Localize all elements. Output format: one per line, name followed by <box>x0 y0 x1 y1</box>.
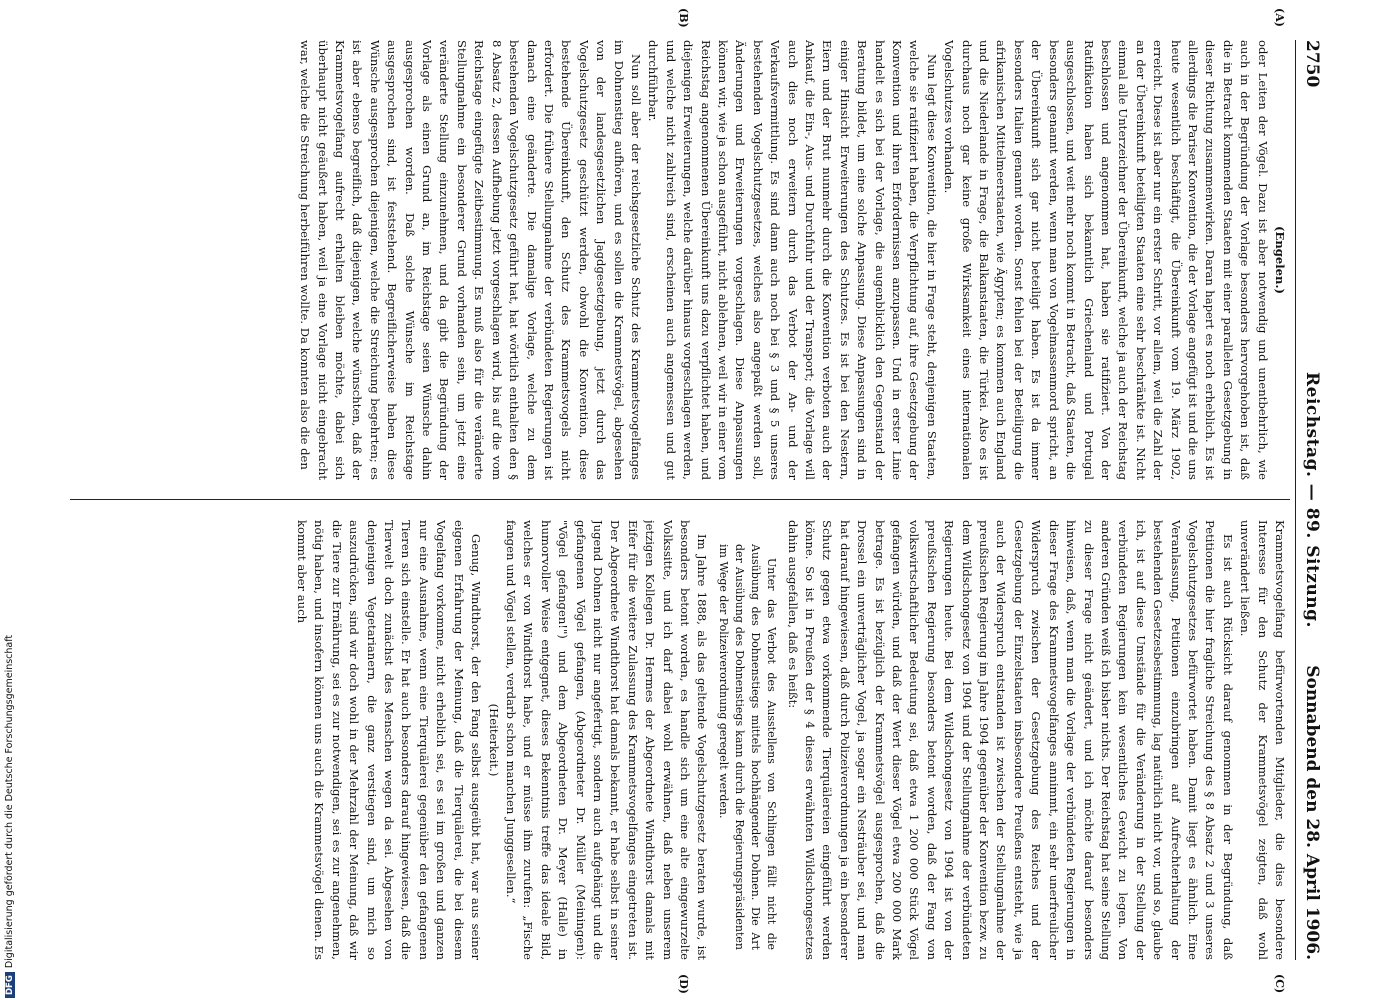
margin-letter-c: (C) <box>1273 974 1286 994</box>
session-date: Sonnabend den 28. April 1906. <box>1302 665 1322 960</box>
margin-letter-b: (B) <box>677 8 690 28</box>
left-column <box>70 40 1288 480</box>
paragraph: Krammetsvogelfang befürwortenden Mitglieder, die dies besondere Interesse für den Schutz der Krammetsvögel zeigten, daß wohl unverändert ließen. <box>1238 520 1287 960</box>
page-number: 2750 <box>1302 40 1322 88</box>
digitization-credit <box>4 0 18 998</box>
paragraph: oder Leiten der Vögel. Dazu ist aber notwendig und unentbehrlich, wie auch in der Begründung der Vorlage besonders hervorgehoben ist, daß die in Betracht kommenden Staaten mit einer parallelen Gesetzgebung in dieser Richtung zusammenwirken. Daran hapert es noch erheblich. Es ist allerdings die Pariser Konvention, die der Vorlage angefügt ist und die uns heute wesentlich beschäftigt, die Übereinkunft vom 19. März 1902, erreicht. Diese ist aber nur ein erster Schritt, vor allem, weil die Zahl der an der Übereinkunft beteiligten Staaten eine sehr beschränkte ist. Nicht einmal alle Unterzeichner der Übereinkunft, welche ja auch der Reichstag beschlossen und angenommen hat, haben sie ratifiziert. Von der Ratifikation haben sich bekanntlich Griechenland und Portugal ausgeschlossen, und weit mehr noch kommt in Betracht, daß Staaten, die besonders genannt werden, wenn man von Vogelmassenmord spricht, an der Übereinkunft sich gar nicht beteiligt haben. Es ist da immer besonders Italien genannt worden. Sonst fehlen bei der Beteiligung die afrikanischen Mittelmeerstaaten, wie Ägypten; es kommen auch England und die Niederlande in Frage, die Balkanstaaten, die Türkei. Also es ist durchaus noch gar keine große Wirksamkeit eines internationalen Vogelschutzes vorhanden. <box>942 40 1270 480</box>
paragraph: Nun legt diese Konvention, die hier in Frage steht, denjenigen Staaten, welche sie ratifiziert haben, die Verpflichtung auf, ihre Gesetzgebung der Konvention und ihren Erfordernissen anzupassen. Und in erster Linie handelt es sich bei der Vorlage, die augenblicklich den Gegenstand der Beratung bildet, um eine solche Anpassung. Diese Anpassungen sind in einiger Hinsicht Erweiterungen des Schutzes. Es ist bei den Nestern, Eiern und der Brut nunmehr durch die Konvention verboten auch der Ankauf, die Ein-, Aus- und Durchfuhr und der Transport; die Vorlage will auch dies noch erweitern durch das Verbot der An- und der Verkaufsvermittlung. Es sind dann auch noch bei § 3 und § 5 unseres bestehenden Vogelschutzgesetzes, welches also angepaßt werden soll, Änderungen und Erweiterungen vorgeschlagen. Diese Anpassungen können wir, wie ja schon ausgeführt, nicht ablehnen, weil wir in einer vom Reichstag angenommenen Übereinkunft uns dazu verpflichtet haben, und diejenigen Erweiterungen, welche darüber hinaus vorgeschlagen werden, und welche nicht zahlreich sind, erscheinen auch angemessen und gut durchführbar. <box>646 40 939 480</box>
paragraph: Genug, Windthorst, der den Fang selbst ausgeübt hat, war aus seiner eigenen Erfahrung der Meinung, daß die Tierquälerei, die bei diesem Vogelfang vorkomme, nicht erheblich sei, es sei im großen und ganzen nur eine Ausnahme, wenn eine Tierquälerei gegenüber den gefangenen Tieren sich einstelle. Er hat auch besonders darauf hingewiesen, daß die Tierwelt doch zunächst des Menschen wegen da sei. Abgesehen von denjenigen Vegetarianern, die ganz verstiegen sind, um mich so auszudrücken, sind wir doch wohl in der Mehrzahl der Meinung, daß wir die Tiere zur Ernährung, sei es zur notwendigen, sei es zur angenehmen, nötig haben, und insofern können uns auch die Krammetsvögel dienen. Es kommt aber auch <box>295 520 484 960</box>
interjection: (Heiterkeit.) <box>486 703 501 777</box>
speaker-name: (Engelen.) <box>1273 226 1287 294</box>
dfg-logo: DFG <box>5 972 15 998</box>
quoted-law-text: Unter das Verbot des Ausstellens von Schlingen fällt nicht die Ausübung des Dohnenstiegs mittels hochhängender Dohnen. Die Art der Ausübung des Dohnenstiegs kann durch die Regierungspräsidenten im Wege der Polizeiverordnung geregelt werden. <box>716 544 779 950</box>
paragraph: Es ist auch Rücksicht darauf genommen in der Begründung, daß Petitionen die hier fragliche Streichung des § 8 Absatz 2 und 3 unseres Vogelschutzgesetzes befürwortet haben. Damit liegt es ähnlich. Eine Veranlassung, Petitionen einzubringen auf Aufrechterhaltung der bestehenden Gesetzesbestimmung, lag natürlich nicht vor, und so, glaube ich, ist auf diese Umstände für die Veränderung in der Stellung der verbündeten Regierungen kein wesentliches Gewicht zu legen. Von anderen Gründen weiß ich bisher nichts. Der Reichstag hat seine Stellung zu dieser Frage nicht geändert, und ich möchte darauf besonders hinweisen, daß, wenn man die Vorlage der verbündeten Regierungen in dieser Frage des Krammetsvogelfanges annimmt, ein sehr unerfreulicher Widerspruch zwischen der Gesetzgebung des Reiches und der Gesetzgebung der Einzelstaaten insbesondere Preußens entsteht, wie ja auch der Widerspruch entstanden ist zwischen der Stellungnahme der preußischen Regierung im Jahre 1904 gegenüber der Konvention bezw. zu dem Wildschongesetz von 1904 und der Stellungnahme der verbündeten Regierungen heute. Bei dem Wildschongesetz von 1904 ist von der preußischen Regierung besonders betont worden, daß der Fang von volkswirtschaftlicher Bedeutung sei, daß etwa 1 200 000 Stück Vögel gefangen würden, und daß der Wert dieser Vögel etwa 200 000 Mark betrage. Es ist bezüglich der Krammetsvögel ausgesprochen, daß die Drossel ein unverträglicher Vogel, ja sogar ein Nesträuber sei, und man hat darauf hingewiesen, daß durch Polizeiverordnungen ja ein besonderer Schutz gegen etwa vorkommende Tierquälereien eingeführt werden könne. So ist in Preußen der § 4 dieses erwähnten Wildschongesetzes dahin ausgefallen, daß es heißt: <box>785 520 1235 960</box>
credit-text: Digitalisierung gefördert durch die Deutsche Forschungsgemeinschaft <box>4 634 15 969</box>
session-title: Reichstag. — 89. Sitzung. <box>1302 372 1322 628</box>
header-rule <box>1295 40 1296 960</box>
column-separator <box>70 499 1290 500</box>
margin-letter-a: (A) <box>1273 8 1286 27</box>
margin-letter-d: (D) <box>677 974 690 994</box>
running-header <box>1296 40 1322 960</box>
right-column <box>70 520 1288 960</box>
paragraph: Nun soll aber der reichsgesetzliche Schutz des Krammetsvogelfanges im Dohnenstieg aufhören, und es sollen die Krammetsvögel, abgesehen von der landesgesetzlichen Jagdgesetzgebung, jetzt durch das Vogelschutzgesetz geschützt werden, obwohl die Konvention, diese bestehende Übereinkunft, den Schutz des Krammetsvogels nicht erfordert. Die frühere Stellungnahme der verbündeten Regierungen ist danach eine geänderte. Die damalige Vorlage, welche zu dem bestehenden Vogelschutzgesetz geführt hat, hat wörtlich enthalten den § 8 Absatz 2, dessen Aufhebung jetzt vorgeschlagen wird, bis auf die vom Reichstage eingefügte Zeitbestimmung. Es muß also für die veränderte Stellungnahme ein besonderer Grund vorhanden sein, um jetzt eine veränderte Stellung einzunehmen, und da gibt die Begründung der Vorlage als einen Grund an, im Reichstage seien Wünsche dahin ausgesprochen worden. Daß solche Wünsche im Reichstage ausgesprochen sind, ist feststehend. Begreiflicherweise haben diese Wünsche ausgesprochen diejenigen, welche die Streichung begehrten; es ist aber ebenso begreiflich, daß diejenigen, welche wünschten, daß der Krammetsvogelfang aufrecht erhalten bleiben möchte, dabei sich überhaupt nicht geäußert haben, weil ja eine Vorlage nicht eingebracht war, welche die Streichung herbeiführen wollte. Da konnten also die den <box>298 40 643 480</box>
paragraph: Im Jahre 1888, als das geltende Vogelschutzgesetz beraten wurde, ist besonders betont worden, es handle sich um eine alte eingewurzelte Volkssitte, und ich darf dabei wohl erwähnen, daß neben unserem jetzigen Kollegen Dr. Hermes der Abgeordnete Windthorst damals mit Eifer für die weitere Zulassung des Krammetsvogelfanges eingetreten ist. Der Abgeordnete Windthorst hat damals bekannt, er habe selbst in seiner Jugend Dohnen nicht nur angefertigt, sondern auch aufgehängt und die gefangenen Vögel gefangen, (Abgeordneter Dr. Müller (Meiningen): "Vögel gefangen!") und dem Abgeordneten Dr. Meyer (Halle) in humorvoller Weise entgegnet, dieses Bekenntnis treffe das ideale Bild, welches er von Windthorst habe, und er müsse ihm zurufen: „Fische fangen und Vögel stellen, verdarb schon manchen Junggesellen.“ <box>503 520 710 960</box>
